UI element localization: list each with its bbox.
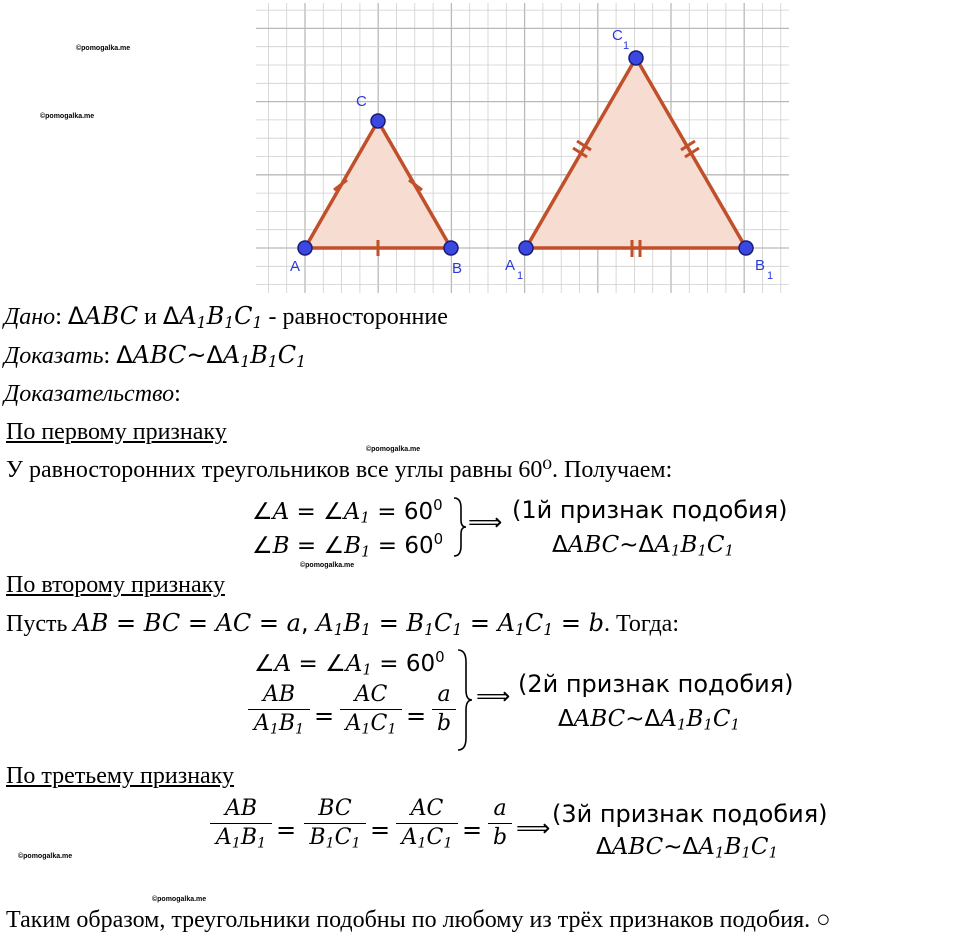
prove-label: Доказать <box>4 343 104 369</box>
angle-eq-a: ∠A = $\angle A_1 = 60^0$ <box>252 496 443 527</box>
frac3-bc-b1c1: BC $B_1C_1$ <box>304 796 366 857</box>
conclusion: Таким образом, треугольники подобны по любому из трёх признаков подобия. ○ <box>6 907 831 933</box>
point-c1 <box>629 51 643 65</box>
implies-arrow-3: ⟹ <box>516 814 551 842</box>
label-a: A <box>290 258 301 275</box>
point-a <box>298 241 312 255</box>
watermark-5: ©pomogalka.me <box>18 853 73 860</box>
given-math-2: $\Delta A_1B_1C_1$ <box>162 302 263 332</box>
frac-ac-a1c1: AC $A_1C_1$ <box>340 682 402 743</box>
label-b1: B <box>755 257 766 274</box>
frac3-a-b: a b <box>488 796 512 851</box>
label-c1: C <box>612 27 623 44</box>
given-rest: - равносторонние <box>262 304 448 330</box>
second-result: (2й признак подобия) <box>518 670 794 698</box>
label-b1-sub: 1 <box>767 270 774 282</box>
third-criterion-title: По третьему признаку <box>6 763 235 789</box>
frac-ab-a1b1: AB $A_1B_1$ <box>248 682 310 743</box>
angle-eq-b: ∠B = $\angle B_1 = 60^0$ <box>252 530 444 561</box>
prove-math: $\Delta ABC\sim\Delta A_1B_1C_1$ <box>116 341 307 371</box>
given-math-1: ΔABC <box>67 302 139 330</box>
point-c <box>371 114 385 128</box>
first-result: (1й признак подобия) <box>512 496 788 524</box>
equals-1: = <box>314 702 335 730</box>
second-intro-line <box>6 609 679 644</box>
frac3-ac-a1c1: AC $A_1C_1$ <box>396 796 458 857</box>
colon: : <box>103 343 111 369</box>
third-similarity: $\Delta ABC\sim\Delta A_1B_1C_1$ <box>596 834 778 862</box>
label-a1-sub: 1 <box>517 270 524 282</box>
brace-1 <box>452 496 468 558</box>
label-a1: A <box>505 257 516 274</box>
frac-a-b: a b <box>432 682 456 737</box>
second-similarity: $\Delta ABC\sim\Delta A_1B_1C_1$ <box>558 706 740 734</box>
brace-2 <box>456 648 474 752</box>
angle-eq-a-2: ∠A = $\angle A_1 = 60^0$ <box>254 648 445 679</box>
prove-line <box>4 341 306 376</box>
and-word: и <box>144 304 157 330</box>
implies-arrow-1: ⟹ <box>468 508 503 536</box>
frac3-ab-a1b1: AB $A_1B_1$ <box>210 796 272 857</box>
point-b1 <box>739 241 753 255</box>
equals-2: = <box>406 702 427 730</box>
proof-label: Доказательство <box>4 381 175 407</box>
second-condition: AB = BC = AC = a, $A_1B_1 = B_1C_1 = A_1C_1 = b$ <box>73 609 604 639</box>
watermark-3: ©pomogalka.me <box>366 446 421 453</box>
equals-4: = <box>370 816 391 844</box>
watermark-1: ©pomogalka.me <box>76 45 131 52</box>
point-b <box>444 241 458 255</box>
equals-3: = <box>276 816 297 844</box>
implies-arrow-2: ⟹ <box>476 682 511 710</box>
third-result: (3й признак подобия) <box>552 800 828 828</box>
triangle-a1b1c1 <box>526 58 746 248</box>
then-word: . Тогда: <box>603 611 680 637</box>
watermark-2: ©pomogalka.me <box>40 113 95 120</box>
colon: : <box>55 304 62 330</box>
point-a1 <box>519 241 533 255</box>
proof-line <box>4 380 181 408</box>
watermark-6: ©pomogalka.me <box>152 896 207 903</box>
triangles-figure <box>250 0 810 300</box>
given-line <box>4 302 448 337</box>
given-label: Дано <box>4 304 56 330</box>
label-b: B <box>452 260 463 277</box>
watermark-4: ©pomogalka.me <box>300 562 355 569</box>
label-c: C <box>356 93 367 110</box>
colon: : <box>174 381 181 407</box>
let-word: Пусть <box>6 611 68 637</box>
second-criterion-title: По второму признаку <box>6 572 225 598</box>
equals-5: = <box>462 816 483 844</box>
label-c1-sub: 1 <box>623 40 630 52</box>
first-criterion-body: У равносторонних треугольников все углы равны 60⁰. Получаем: <box>6 457 673 483</box>
triangle-abc <box>305 121 451 248</box>
first-similarity: $\Delta ABC\sim\Delta A_1B_1C_1$ <box>552 532 734 560</box>
first-criterion-title: По первому признаку <box>6 419 227 445</box>
